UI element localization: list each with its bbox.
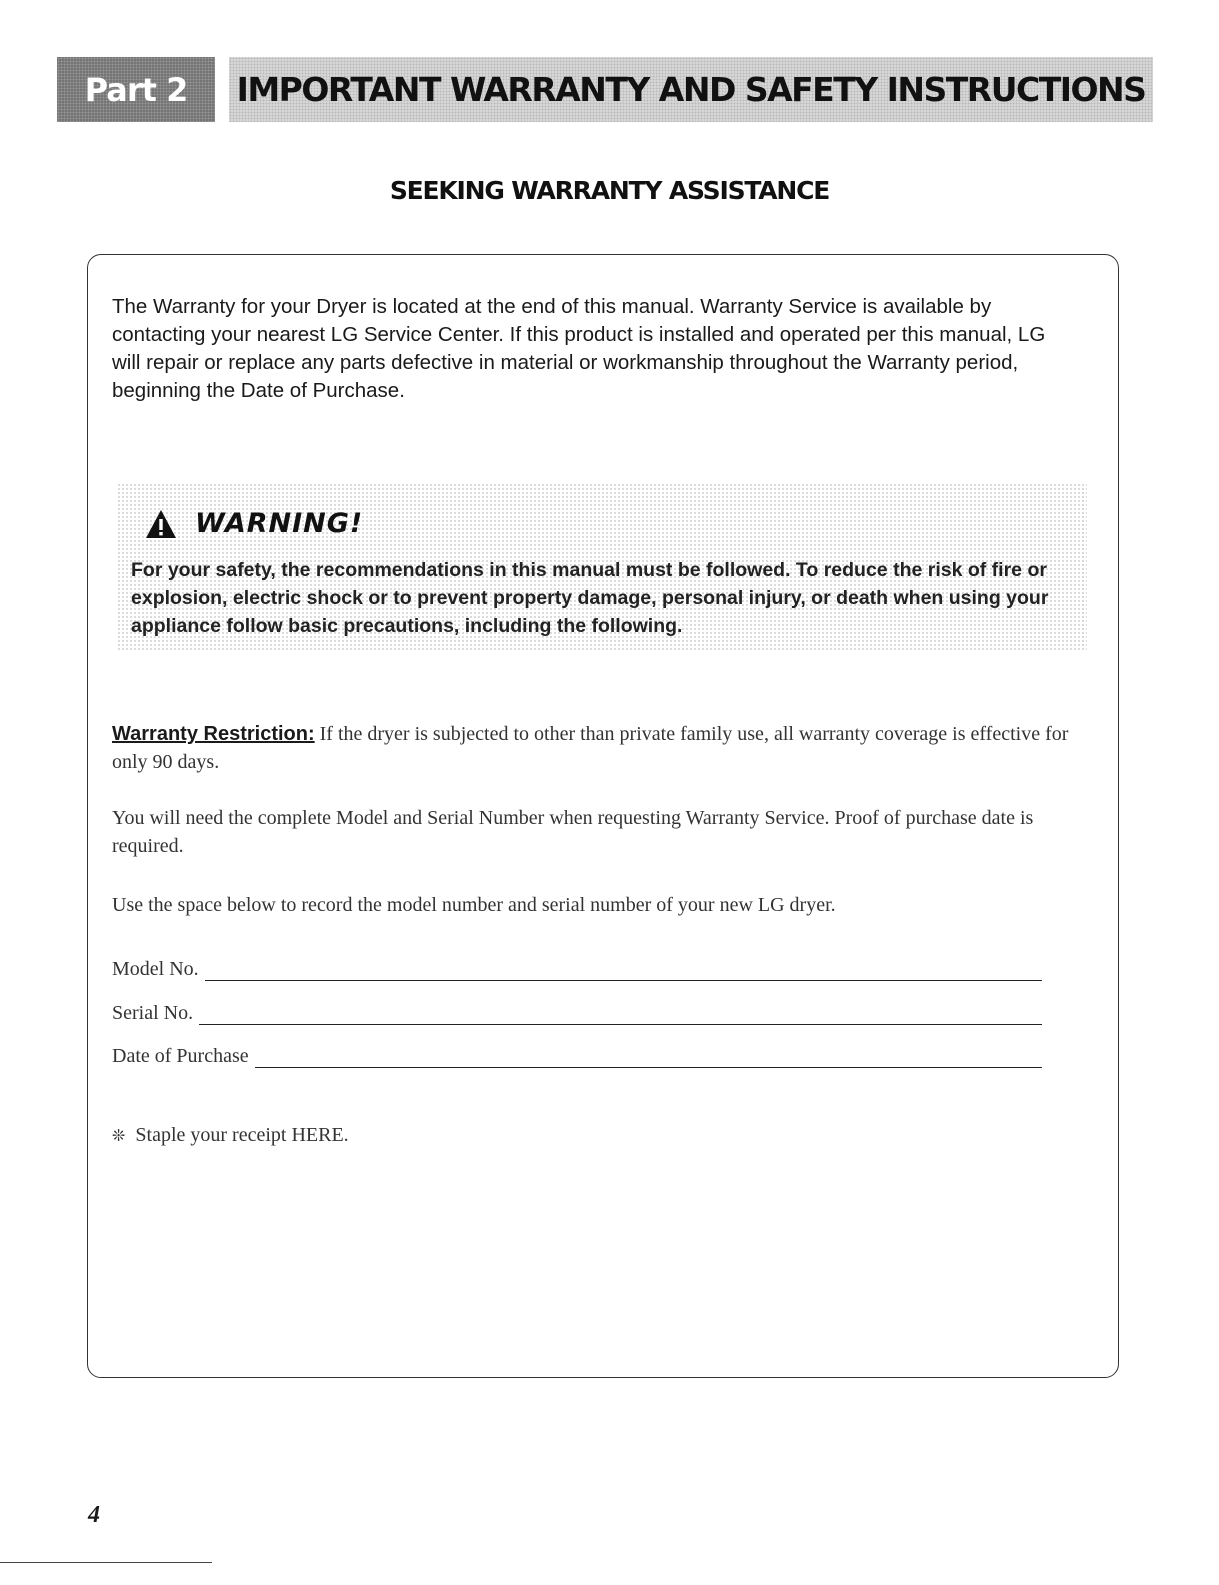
serial-line [199,1005,1042,1025]
footer-rule [0,1562,212,1563]
warning-title: WARNING! [195,508,364,539]
restriction-text: If the dryer is subjected to other than private family use, all warranty coverage is effective for only 90 days. [112,723,1069,773]
serial-field [112,1002,1042,1025]
intro-paragraph: The Warranty for your Dryer is located at the end of this manual. Warranty Service is available by contacting your nearest LG Service Center. If this product is installed and operated per this manual, LG will repair or replace any parts defective in material or workmanship throughout the Warranty period, beginning the Date of Purchase. [112,295,1046,402]
warning-box [117,483,1087,650]
part-label: Part 2 [84,70,188,109]
model-label: Model No. [112,958,199,980]
restriction-label: Warranty Restriction: [112,723,315,745]
staple-text: Staple your receipt HERE. [135,1124,349,1146]
header-title: IMPORTANT WARRANTY AND SAFETY INSTRUCTIONS [236,70,1146,109]
date-line [255,1048,1042,1068]
asterisk-icon: ❊ [112,1126,126,1145]
date-field [112,1045,1042,1068]
section-title: SEEKING WARRANTY ASSISTANCE [389,176,830,205]
warning-heading [145,508,363,539]
header-title-bar [229,57,1153,122]
part-tab [57,57,215,122]
restriction-paragraph [112,720,1072,776]
model-serial-note: You will need the complete Model and Serial Number when requesting Warranty Service. Proof of purchase date is required. [112,807,1034,857]
date-label: Date of Purchase [112,1045,249,1067]
record-note: Use the space below to record the model number and serial number of your new LG dryer. [112,894,836,916]
model-field [112,958,1042,981]
page-header [57,57,1153,122]
warning-text: For your safety, the recommendations in this manual must be followed. To reduce the risk of fire or explosion, electric shock or to prevent property damage, personal injury, or death when using your appliance follow basic precautions, including the following. [131,559,1049,637]
page-number: 4 [88,1502,100,1528]
staple-note [112,1124,349,1147]
serial-label: Serial No. [112,1002,194,1024]
warning-triangle-icon [145,509,177,539]
model-line [205,961,1042,981]
